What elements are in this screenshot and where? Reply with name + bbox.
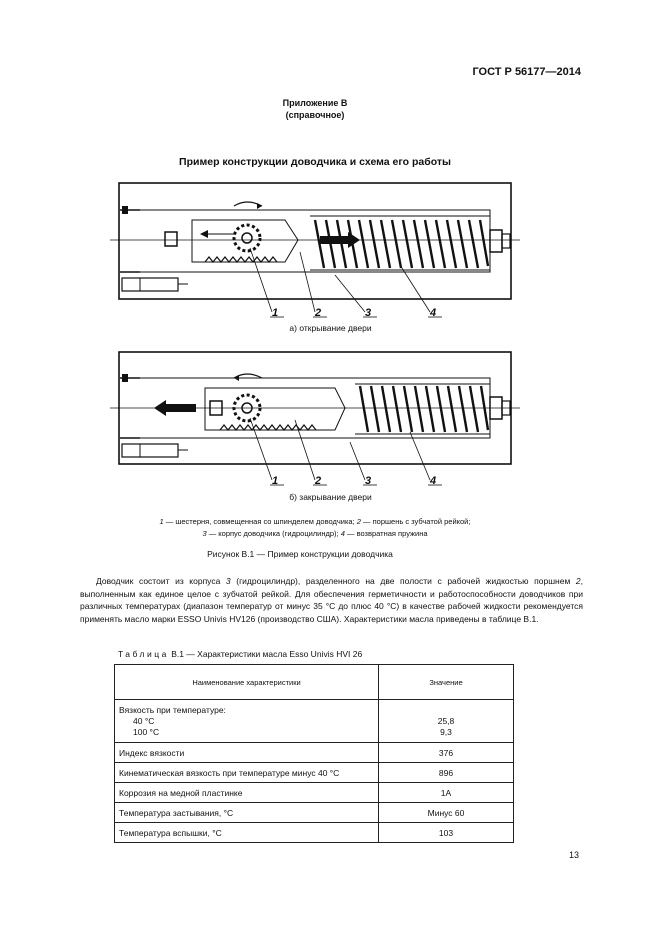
table-cell: 896	[379, 763, 514, 783]
table-cell: 103	[379, 823, 514, 843]
table-cell: 1А	[379, 783, 514, 803]
figure-caption: Рисунок В.1 — Пример конструкции доводчика	[207, 549, 393, 559]
oil-characteristics-table	[114, 664, 514, 843]
table-cell: Индекс вязкости	[115, 743, 379, 763]
table-row	[115, 700, 514, 743]
table-header: Значение	[379, 665, 514, 700]
callout-2: 2	[315, 307, 322, 319]
table-cell: Минус 60	[379, 803, 514, 823]
document-code: ГОСТ Р 56177—2014	[472, 66, 581, 78]
table-cell: Температура вспышки, °С	[115, 823, 379, 843]
appendix-title: Приложение В	[282, 98, 348, 108]
callout-3: 3	[365, 307, 372, 319]
callout-1: 1	[272, 475, 279, 487]
table-cell: 376	[379, 743, 514, 763]
table-row	[115, 763, 514, 783]
table-row	[115, 783, 514, 803]
figure-a-opening	[110, 180, 520, 325]
figure-b-closing	[110, 350, 520, 492]
table-row	[115, 823, 514, 843]
page-number: 13	[568, 850, 579, 860]
table-cell: Кинематическая вязкость при температуре минус 40 °С	[115, 763, 379, 783]
table-cell: Температура застывания, °С	[115, 803, 379, 823]
callout-2: 2	[315, 475, 322, 487]
appendix-subtitle: (справочное)	[285, 110, 345, 120]
body-paragraph: Доводчик состоит из корпуса 3 (гидроцилиндр), разделенного на две полости с рабочей жидкостью поршнем 2, выполненным как единое целое с зубчатой рейкой. Для обеспечения герметичности и работоспособности доводчиков при различных температурах (диапазон температур от минус 35 °С до плюс 40 °С) в качестве рабочей жидкости рекомендуется применять масло марки ESSO Univis HV126 (производство США). Характеристики масла приведены в таблице В.1.	[80, 576, 583, 624]
table-header: Наименование характеристики	[115, 665, 379, 700]
callout-3: 3	[365, 475, 372, 487]
table-row	[115, 803, 514, 823]
figure-a-caption: а) открывание двери	[289, 323, 372, 333]
table-header-row	[115, 665, 514, 700]
table-cell: Коррозия на медной пластинке	[115, 783, 379, 803]
appendix-heading	[0, 97, 630, 121]
table-cell: Вязкость при температуре: 40 °С 100 °С	[115, 700, 379, 743]
table-row	[115, 743, 514, 763]
table-cell: 25,8 9,3	[379, 700, 514, 743]
callout-4: 4	[430, 307, 437, 319]
callout-1: 1	[272, 307, 279, 319]
figure-b-caption: б) закрывание двери	[289, 492, 372, 502]
table-caption: Таблица В.1 — Характеристики масла Esso Univis HVI 26	[118, 649, 363, 659]
figure-legend: 1 — шестерня, совмещенная со шпинделем доводчика; 2 — поршень с зубчатой рейкой; 3 — корпус доводчика (гидроцилиндр); 4 — возвратная пружина	[159, 517, 471, 538]
callout-4: 4	[430, 475, 437, 487]
section-title: Пример конструкции доводчика и схема его работы	[179, 156, 451, 168]
